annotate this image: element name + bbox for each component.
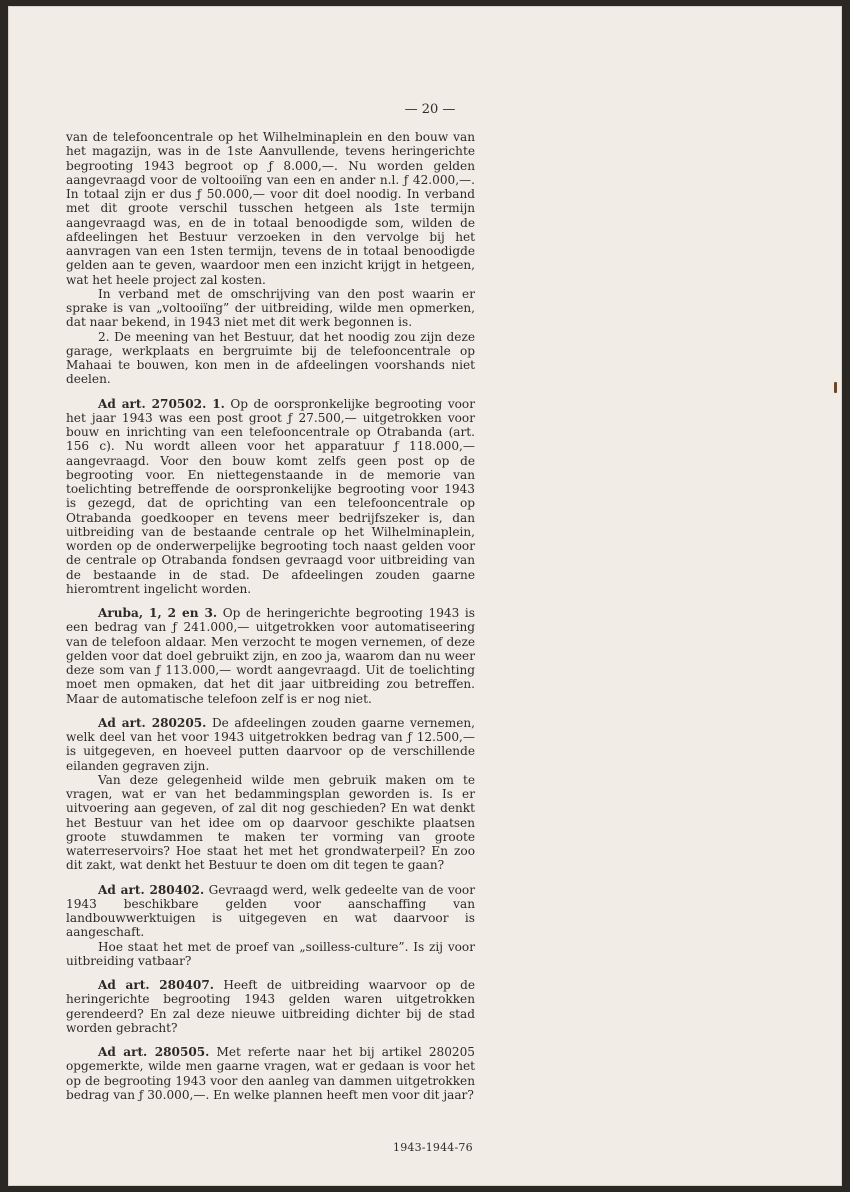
article-heading: Ad art. 280402. bbox=[98, 882, 205, 897]
article-heading: Ad art. 270502. 1. bbox=[98, 396, 225, 411]
paragraph-art-280407: Ad art. 280407. Heeft de uitbreiding waarvoor op de heringerichte begrooting 1943 gelden waren uitgetrokken gerendeerd? En zal deze nieuwe uitbreiding dichter bij de stad worden gebracht? bbox=[66, 978, 475, 1035]
margin-ink-mark bbox=[834, 382, 837, 393]
article-heading: Ad art. 280407. bbox=[98, 978, 214, 992]
article-heading: Aruba, 1, 2 en 3. bbox=[98, 606, 218, 620]
page-number: — 20 — bbox=[404, 102, 456, 117]
paragraph-art-280402: Ad art. 280402. Gevraagd werd, welk gedeelte van de voor 1943 beschikbare gelden voor aanschaffing van landbouwwerktuigen is uitgegeven en wat daarvoor is aangeschaft. bbox=[66, 882, 475, 940]
paragraph-voltooiing: In verband met de omschrijving van den post waarin er sprake is van „voltooiïng” der uitbreiding, wilde men opmerken, dat naar bekend, in 1943 niet met dit werk begonnen is. bbox=[66, 286, 475, 330]
paragraph-telefooncentrale-magazijn: van de telefooncentrale op het Wilhelminaplein en den bouw van het magazijn, was in de 1ste Aanvullende, tevens heringerichte begrooting 1943 begroot op ƒ 8.000,—. Nu worden gelden aangevraagd voor de voltooiïng van een en ander n.l. ƒ 42.000,—. In totaal zijn er dus ƒ 50.000,— voor dit doel noodig. In verband met dit groote verschil tusschen hetgeen als 1ste termijn aangevraagd was, en de in totaal benoodigde som, wilden de afdeelingen het Bestuur verzoeken in den vervolge bij het aanvragen van een 1sten termijn, tevens de in totaal benoodigde gelden aan te geven, waardoor men een inzicht krijgt in hetgeen, wat het heele project zal kosten. bbox=[66, 130, 475, 287]
paragraph-art-280205: Ad art. 280205. De afdeelingen zouden gaarne vernemen, welk deel van het voor 1943 uitgetrokken bedrag van ƒ 12.500,— is uitgegeven, en hoeveel putten daarvoor op de verschillende eilanden gegraven zijn. bbox=[66, 715, 475, 773]
document-page bbox=[8, 6, 842, 1186]
paragraph-art-280505: Ad art. 280505. Met referte naar het bij artikel 280205 opgemerkte, wilde men gaarne vragen, wat er gedaan is voor het op de begrooting 1943 voor den aanleg van dammen uitgetrokken bedrag van ƒ 30.000,—. En welke plannen heeft men voor dit jaar? bbox=[66, 1045, 475, 1102]
paragraph-art-270502: Ad art. 270502. 1. Op de oorspronkelijke begrooting voor het jaar 1943 was een post groot ƒ 27.500,— uitgetrokken voor bouw en inrichting van een telefooncentrale op Otrabanda (art. 156 c). Nu wordt alleen voor het apparatuur ƒ 118.000,— aangevraagd. Voor den bouw komt zelfs geen post op de begrooting voor. En niettegenstaande in de memorie van toelichting betreffende de oorspronkelijke begrooting voor 1943 is gezegd, dat de oprichting van een telefooncentrale op Otrabanda goedkooper en tevens meer bedrijfszeker is, dan uitbreiding van de bestaande centrale op het Wilhelminaplein, worden op de onderwerpelijke begrooting toch naast gelden voor de centrale op Otrabanda fondsen gevraagd voor uitbreiding van de bestaande in de stad. De afdeelingen zouden gaarne hieromtrent ingelicht worden. bbox=[66, 396, 475, 596]
body-text bbox=[66, 130, 475, 1102]
document-footer-code: 1943-1944-76 bbox=[393, 1141, 473, 1154]
paragraph-soilless-culture: Hoe staat het met de proef van „soilless-culture”. Is zij voor uitbreiding vatbaar? bbox=[66, 939, 475, 968]
paragraph-aruba: Aruba, 1, 2 en 3. Op de heringerichte begrooting 1943 is een bedrag van ƒ 241.000,— uitgetrokken voor automatiseering van de telefoon aldaar. Men verzocht te mogen vernemen, of deze gelden voor dat doel gebruikt zijn, en zoo ja, waarom dan nu weer deze som van ƒ 113.000,— wordt aangevraagd. Uit de toelichting moet men opmaken, dat het dit jaar uitbreiding zou betreffen. Maar de automatische telefoon zelf is er nog niet. bbox=[66, 606, 475, 706]
paragraph-garage-werkplaats: 2. De meening van het Bestuur, dat het noodig zou zijn deze garage, werkplaats en bergruimte bij de telefooncentrale op Mahaai te bouwen, kon men in de afdeelingen voorshands niet deelen. bbox=[66, 329, 475, 387]
paragraph-bedammingsplan: Van deze gelegenheid wilde men gebruik maken om te vragen, wat er van het bedammingsplan geworden is. Is er uitvoering aan gegeven, of zal dit nog geschieden? En wat denkt het Bestuur van het idee om op daarvoor geschikte plaatsen groote stuwdammen te maken ter vorming van groote waterreservoirs? Hoe staat het met het grondwaterpeil? En zoo dit zakt, wat denkt het Bestuur te doen om dit tegen te gaan? bbox=[66, 772, 475, 873]
article-heading: Ad art. 280505. bbox=[98, 1045, 210, 1059]
article-heading: Ad art. 280205. bbox=[98, 715, 207, 730]
